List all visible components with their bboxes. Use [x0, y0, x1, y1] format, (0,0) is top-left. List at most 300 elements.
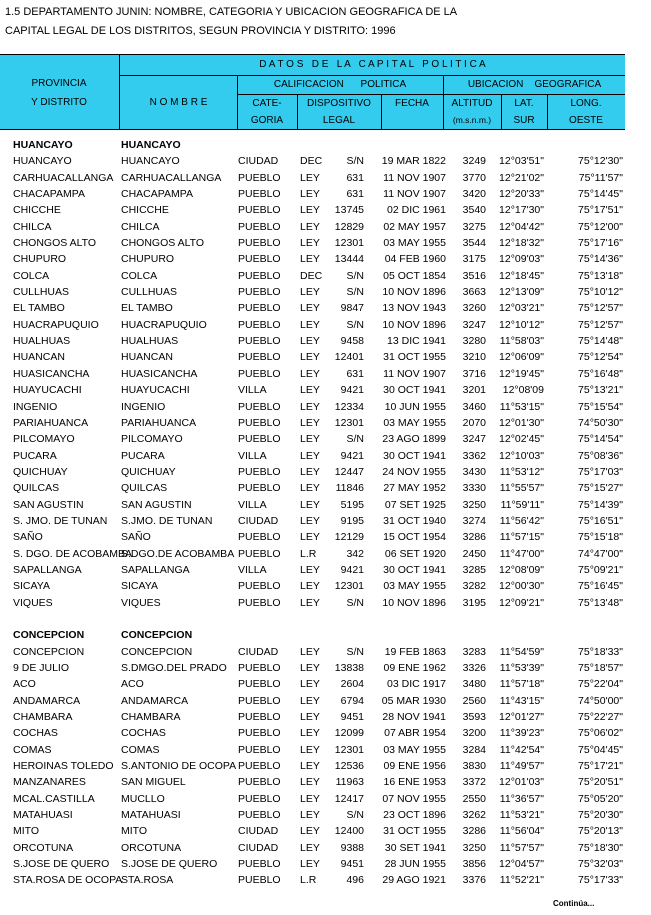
table-row — [0, 415, 651, 431]
latitude-cell: 11°59'11" — [500, 498, 544, 511]
province-capital: HUANCAYO — [121, 139, 181, 151]
altitude-cell: 3420 — [462, 188, 486, 201]
table-header — [0, 54, 625, 129]
date-cell: 13 DIC 1941 — [387, 335, 446, 348]
date-cell: 05 MAR 1930 — [381, 694, 446, 707]
latitude-cell: 12°09'21" — [499, 596, 544, 609]
number-cell: 9195 — [340, 514, 364, 527]
table-row — [0, 235, 651, 251]
number-cell: S/N — [346, 433, 364, 446]
latitude-cell: 12°21'02" — [499, 171, 544, 184]
date-cell: 30 OCT 1941 — [383, 384, 446, 397]
name-cell: CARHUACALLANGA — [121, 171, 222, 184]
district-cell: MANZANARES — [13, 776, 86, 789]
number-cell: 12334 — [334, 400, 364, 413]
header-categoria-1: CATE- — [252, 98, 282, 109]
longitude-cell: 75°13'21" — [578, 384, 623, 397]
number-cell: 12129 — [334, 531, 364, 544]
number-cell: 631 — [346, 171, 364, 184]
table-row — [0, 807, 651, 823]
device-cell: LEY — [300, 662, 320, 674]
device-cell: LEY — [300, 711, 320, 724]
latitude-cell: 12°06'09" — [499, 351, 544, 364]
longitude-cell: 75°14'45" — [578, 188, 623, 201]
device-cell: LEY — [300, 531, 320, 544]
device-cell: LEY — [300, 825, 320, 838]
name-cell: CHONGOS ALTO — [121, 237, 205, 250]
header-vline-5 — [443, 75, 444, 129]
district-cell: MCAL.CASTILLA — [13, 792, 95, 805]
latitude-cell: 11°49'57" — [499, 760, 544, 773]
district-cell: CHICCHE — [13, 204, 61, 217]
name-cell: VIQUES — [121, 596, 161, 609]
number-cell: 11963 — [335, 776, 364, 789]
number-cell: 9451 — [340, 858, 364, 871]
table-row — [0, 382, 651, 398]
table-row — [0, 840, 651, 856]
district-cell: SAN AGUSTIN — [13, 498, 84, 511]
altitude-cell: 3247 — [462, 318, 486, 331]
table-row — [0, 578, 651, 594]
date-cell: 29 AGO 1921 — [382, 874, 446, 887]
name-cell: SAN AGUSTIN — [121, 498, 192, 511]
district-cell: CHAMBARA — [13, 711, 73, 724]
table-row — [0, 676, 651, 692]
latitude-cell: 11°52'21" — [499, 874, 544, 887]
district-cell: COMAS — [13, 743, 52, 756]
district-cell: PARIAHUANCA — [13, 416, 89, 429]
number-cell: 13444 — [334, 253, 364, 266]
longitude-cell: 75°08'36" — [578, 449, 623, 462]
device-cell: LEY — [300, 792, 320, 805]
longitude-cell: 75°04'45" — [578, 743, 623, 756]
latitude-cell: 12°13'09" — [499, 286, 544, 299]
latitude-cell: 11°39'23" — [499, 727, 544, 740]
altitude-cell: 3544 — [462, 237, 486, 250]
latitude-cell: 12°09'03" — [499, 253, 544, 266]
name-cell: ORCOTUNA — [121, 841, 182, 854]
header-nombre: N O M B R E — [149, 97, 208, 108]
longitude-cell: 75°17'33" — [578, 874, 623, 887]
altitude-cell: 3249 — [462, 155, 486, 168]
category-cell: CIUDAD — [238, 841, 279, 854]
altitude-cell: 3663 — [462, 286, 486, 299]
device-cell: LEY — [300, 678, 320, 691]
altitude-cell: 3330 — [462, 482, 486, 495]
date-cell: 15 OCT 1954 — [383, 531, 446, 544]
latitude-cell: 11°55'57" — [499, 482, 544, 495]
district-cell: SICAYA — [13, 580, 50, 593]
header-vline-6 — [501, 94, 502, 129]
category-cell: VILLA — [238, 449, 267, 462]
altitude-cell: 3376 — [462, 874, 486, 887]
longitude-cell: 75°20'13" — [578, 825, 623, 838]
latitude-cell: 12°04'42" — [499, 220, 544, 233]
number-cell: 12301 — [334, 580, 364, 593]
table-row — [0, 791, 651, 807]
district-cell: PUCARA — [13, 449, 57, 462]
district-cell: HUANCAYO — [13, 155, 72, 168]
device-cell: LEY — [300, 809, 320, 822]
latitude-cell: 11°57'15" — [499, 531, 544, 544]
longitude-cell: 75°06'02" — [578, 727, 623, 740]
latitude-cell: 11°53'39" — [499, 662, 544, 674]
latitude-cell: 12°18'32" — [499, 237, 544, 250]
date-cell: 11 NOV 1907 — [383, 171, 446, 184]
latitude-cell: 12°08'09" — [499, 563, 544, 576]
district-cell: PILCOMAYO — [13, 433, 75, 446]
name-cell: CHICCHE — [121, 204, 169, 217]
altitude-cell: 3593 — [462, 711, 486, 724]
device-cell: DEC — [300, 155, 323, 168]
header-dispositivo-2: LEGAL — [322, 115, 356, 126]
longitude-cell: 75°22'27" — [578, 711, 623, 724]
altitude-cell: 3856 — [462, 858, 486, 871]
altitude-cell: 3326 — [462, 662, 486, 674]
longitude-cell: 75°17'16" — [578, 237, 623, 250]
category-cell: PUEBLO — [238, 367, 281, 380]
device-cell: LEY — [300, 743, 320, 756]
header-vline-4 — [381, 94, 382, 129]
province-name: CONCEPCION — [13, 629, 85, 642]
category-cell: PUEBLO — [238, 858, 281, 871]
table-row — [0, 333, 651, 349]
district-cell: CARHUACALLANGA — [13, 171, 114, 184]
device-cell: LEY — [300, 318, 320, 331]
device-cell: LEY — [300, 645, 320, 658]
date-cell: 10 NOV 1896 — [382, 318, 446, 331]
category-cell: CIUDAD — [238, 155, 279, 168]
category-cell: PUEBLO — [238, 743, 281, 756]
device-cell: LEY — [300, 498, 320, 511]
altitude-cell: 2070 — [462, 416, 486, 429]
header-rule-bottom — [0, 129, 625, 130]
number-cell: 6794 — [340, 694, 364, 707]
date-cell: 19 MAR 1822 — [381, 155, 446, 168]
table-row — [0, 709, 651, 725]
district-cell: CHACAPAMPA — [13, 188, 85, 201]
name-cell: INGENIO — [121, 400, 166, 413]
category-cell: PUEBLO — [238, 678, 281, 691]
name-cell: CHILCA — [121, 220, 160, 233]
category-cell: PUEBLO — [238, 727, 281, 740]
continua-note: Continúa... — [553, 899, 595, 908]
longitude-cell: 74°50'30" — [578, 416, 623, 429]
longitude-cell: 75°10'12" — [578, 286, 623, 299]
number-cell: S/N — [346, 155, 364, 168]
name-cell: HUAYUCACHI — [121, 384, 190, 397]
latitude-cell: 12°18'45" — [499, 269, 544, 282]
number-cell: 13838 — [334, 662, 364, 674]
header-vline-7 — [547, 94, 548, 129]
category-cell: PUEBLO — [238, 874, 281, 887]
latitude-cell: 12°02'45" — [499, 433, 544, 446]
district-cell: CONCEPCION — [13, 645, 85, 658]
category-cell: PUEBLO — [238, 433, 281, 446]
name-cell: CHACAPAMPA — [121, 188, 193, 201]
date-cell: 24 NOV 1955 — [382, 465, 446, 478]
name-cell: CULLHUAS — [121, 286, 178, 299]
altitude-cell: 3516 — [462, 269, 486, 282]
table-row — [0, 464, 651, 480]
date-cell: 05 OCT 1854 — [383, 269, 446, 282]
device-cell: LEY — [300, 384, 320, 397]
altitude-cell: 3260 — [462, 302, 486, 315]
category-cell: VILLA — [238, 563, 267, 576]
header-longitud-2: OESTE — [569, 115, 603, 126]
device-cell: LEY — [300, 416, 320, 429]
district-cell: 9 DE JULIO — [13, 662, 70, 674]
number-cell: 12401 — [334, 351, 364, 364]
latitude-cell: 12°08'09 — [502, 384, 544, 397]
table-row — [0, 742, 651, 758]
district-cell: STA.ROSA DE OCOPA — [13, 874, 123, 887]
number-cell: 9847 — [340, 302, 364, 315]
device-cell: LEY — [300, 841, 320, 854]
device-cell: LEY — [300, 351, 320, 364]
number-cell: 12447 — [334, 465, 364, 478]
name-cell: STA.ROSA — [121, 874, 174, 887]
date-cell: 06 SET 1920 — [384, 547, 446, 560]
altitude-cell: 3282 — [462, 580, 486, 593]
table-row — [0, 480, 651, 496]
date-cell: 23 OCT 1896 — [383, 809, 446, 822]
table-row — [0, 300, 651, 316]
number-cell: 631 — [346, 188, 364, 201]
date-cell: 11 NOV 1907 — [383, 367, 446, 380]
number-cell: 9421 — [340, 384, 364, 397]
altitude-cell: 3770 — [462, 171, 486, 184]
province-heading — [0, 627, 651, 643]
date-cell: 10 JUN 1955 — [384, 400, 446, 413]
device-cell: LEY — [300, 694, 320, 707]
document-title — [5, 3, 645, 41]
number-cell: 2604 — [340, 678, 364, 691]
date-cell: 30 SET 1941 — [384, 841, 446, 854]
number-cell: 9388 — [340, 841, 364, 854]
name-cell: MUCLLO — [121, 792, 165, 805]
table-row — [0, 349, 651, 365]
category-cell: PUEBLO — [238, 547, 281, 560]
category-cell: PUEBLO — [238, 776, 281, 789]
category-cell: PUEBLO — [238, 253, 281, 266]
longitude-cell: 75°18'33" — [578, 645, 623, 658]
latitude-cell: 12°03'51" — [499, 155, 544, 168]
category-cell: PUEBLO — [238, 792, 281, 805]
number-cell: 12400 — [334, 825, 364, 838]
table-row — [0, 268, 651, 284]
date-cell: 19 FEB 1863 — [384, 645, 446, 658]
latitude-cell: 11°53'21" — [499, 809, 544, 822]
category-cell: VILLA — [238, 384, 267, 397]
device-cell: LEY — [300, 253, 320, 266]
category-cell: CIUDAD — [238, 645, 279, 658]
district-cell: CHONGOS ALTO — [13, 237, 97, 250]
longitude-cell: 75°13'18" — [578, 269, 623, 282]
device-cell: L.R — [300, 874, 317, 887]
date-cell: 27 MAY 1952 — [383, 482, 446, 495]
number-cell: S/N — [346, 286, 364, 299]
altitude-cell: 2560 — [462, 694, 486, 707]
number-cell: 11846 — [335, 482, 364, 495]
longitude-cell: 75°12'30" — [578, 155, 623, 168]
longitude-cell: 75°20'51" — [578, 776, 623, 789]
title-line-1: 1.5 DEPARTAMENTO JUNIN: NOMBRE, CATEGORIA Y UBICACION GEOGRAFICA DE LA — [5, 6, 458, 18]
table-row — [0, 448, 651, 464]
date-cell: 09 ENE 1962 — [383, 662, 446, 674]
district-cell: ANDAMARCA — [13, 694, 81, 707]
longitude-cell: 75°12'57" — [578, 302, 623, 315]
latitude-cell: 12°10'03" — [499, 449, 544, 462]
device-cell: LEY — [300, 449, 320, 462]
date-cell: 28 JUN 1955 — [384, 858, 446, 871]
name-cell: ACO — [121, 678, 144, 691]
longitude-cell: 75°12'54" — [578, 351, 623, 364]
district-cell: S.JOSE DE QUERO — [13, 858, 110, 871]
table-row — [0, 872, 651, 888]
category-cell: CIUDAD — [238, 825, 279, 838]
group-spacer — [0, 611, 651, 627]
longitude-cell: 74°47'00" — [578, 547, 623, 560]
device-cell: LEY — [300, 188, 320, 201]
district-cell: COCHAS — [13, 727, 58, 740]
longitude-cell: 75°32'03" — [578, 858, 623, 871]
table-row — [0, 546, 651, 562]
date-cell: 13 NOV 1943 — [382, 302, 446, 315]
name-cell: COLCA — [121, 269, 158, 282]
number-cell: 9421 — [340, 563, 364, 576]
category-cell: PUEBLO — [238, 596, 281, 609]
date-cell: 10 NOV 1896 — [382, 596, 446, 609]
longitude-cell: 75°11'57" — [578, 171, 623, 184]
longitude-cell: 75°20'30" — [578, 809, 623, 822]
altitude-cell: 3283 — [462, 645, 486, 658]
header-latitud-1: LAT. — [514, 98, 534, 109]
name-cell: S.JOSE DE QUERO — [121, 858, 218, 871]
table-body — [0, 137, 651, 889]
category-cell: PUEBLO — [238, 220, 281, 233]
name-cell: EL TAMBO — [121, 302, 173, 315]
altitude-cell: 3247 — [462, 433, 486, 446]
category-cell: PUEBLO — [238, 351, 281, 364]
header-fecha: FECHA — [395, 98, 429, 109]
district-cell: QUICHUAY — [13, 465, 68, 478]
province-capital: CONCEPCION — [121, 629, 193, 642]
header-y-distrito: Y DISTRITO — [31, 97, 87, 108]
category-cell: PUEBLO — [238, 286, 281, 299]
district-cell: CHUPURO — [13, 253, 67, 266]
name-cell: PARIAHUANCA — [121, 416, 197, 429]
device-cell: LEY — [300, 760, 320, 773]
altitude-cell: 3200 — [462, 727, 486, 740]
category-cell: PUEBLO — [238, 318, 281, 331]
altitude-cell: 2450 — [462, 547, 486, 560]
number-cell: S/N — [346, 809, 364, 822]
device-cell: LEY — [300, 465, 320, 478]
header-altitud-1: ALTITUD — [451, 98, 493, 109]
latitude-cell: 12°03'21" — [499, 302, 544, 315]
name-cell: MATAHUASI — [121, 809, 181, 822]
table-row — [0, 153, 651, 169]
district-cell: ACO — [13, 678, 36, 691]
table-row — [0, 170, 651, 186]
latitude-cell: 11°42'54" — [499, 743, 544, 756]
number-cell: 12536 — [334, 760, 364, 773]
altitude-cell: 3285 — [462, 563, 486, 576]
longitude-cell: 75°13'48" — [578, 596, 623, 609]
table-row — [0, 774, 651, 790]
number-cell: S/N — [346, 318, 364, 331]
number-cell: S/N — [346, 269, 364, 282]
number-cell: S/N — [346, 645, 364, 658]
altitude-cell: 3362 — [462, 449, 486, 462]
header-rule-under-datos — [119, 75, 625, 76]
category-cell: PUEBLO — [238, 711, 281, 724]
header-categoria-2: GORIA — [250, 115, 284, 126]
number-cell: 12301 — [334, 743, 364, 756]
longitude-cell: 75°16'48" — [578, 367, 623, 380]
name-cell: QUICHUAY — [121, 465, 176, 478]
number-cell: 9421 — [340, 449, 364, 462]
province-name: HUANCAYO — [13, 139, 73, 151]
district-cell: HUACRAPUQUIO — [13, 318, 99, 331]
date-cell: 07 SET 1925 — [384, 498, 446, 511]
device-cell: LEY — [300, 482, 320, 495]
name-cell: ANDAMARCA — [121, 694, 189, 707]
category-cell: PUEBLO — [238, 400, 281, 413]
category-cell: CIUDAD — [238, 514, 279, 527]
category-cell: PUEBLO — [238, 531, 281, 544]
category-cell: PUEBLO — [238, 188, 281, 201]
latitude-cell: 11°47'00" — [499, 547, 544, 560]
category-cell: PUEBLO — [238, 171, 281, 184]
number-cell: 631 — [346, 367, 364, 380]
name-cell: MITO — [121, 825, 148, 838]
table-row — [0, 186, 651, 202]
longitude-cell: 75°22'04" — [578, 678, 623, 691]
table-row — [0, 660, 651, 676]
name-cell: S.DMGO.DEL PRADO — [121, 662, 227, 674]
name-cell: SAÑO — [121, 531, 151, 544]
longitude-cell: 75°12'00" — [578, 220, 623, 233]
name-cell: S.JMO. DE TUNAN — [121, 514, 213, 527]
altitude-cell: 3540 — [462, 204, 486, 217]
header-vline-3 — [297, 94, 298, 129]
district-cell: CULLHUAS — [13, 286, 70, 299]
category-cell: PUEBLO — [238, 465, 281, 478]
header-rule-top — [0, 54, 625, 55]
date-cell: 10 NOV 1896 — [382, 286, 446, 299]
name-cell: HUALHUAS — [121, 335, 179, 348]
title-line-2: CAPITAL LEGAL DE LOS DISTRITOS, SEGUN PROVINCIA Y DISTRITO: 1996 — [5, 25, 396, 37]
district-cell: HEROINAS TOLEDO — [13, 760, 114, 773]
device-cell: LEY — [300, 220, 320, 233]
longitude-cell: 75°15'27" — [578, 482, 623, 495]
number-cell: 12301 — [334, 237, 364, 250]
table-row — [0, 431, 651, 447]
altitude-cell: 3284 — [462, 743, 486, 756]
header-calificacion: CALIFICACION POLITICA — [273, 79, 407, 90]
table-row — [0, 251, 651, 267]
altitude-cell: 3195 — [462, 596, 486, 609]
altitude-cell: 3830 — [462, 760, 486, 773]
altitude-cell: 3201 — [462, 384, 486, 397]
latitude-cell: 11°56'04" — [499, 825, 544, 838]
altitude-cell: 2550 — [462, 792, 486, 805]
date-cell: 04 FEB 1960 — [384, 253, 446, 266]
altitude-cell: 3275 — [462, 220, 486, 233]
altitude-cell: 3250 — [462, 498, 486, 511]
